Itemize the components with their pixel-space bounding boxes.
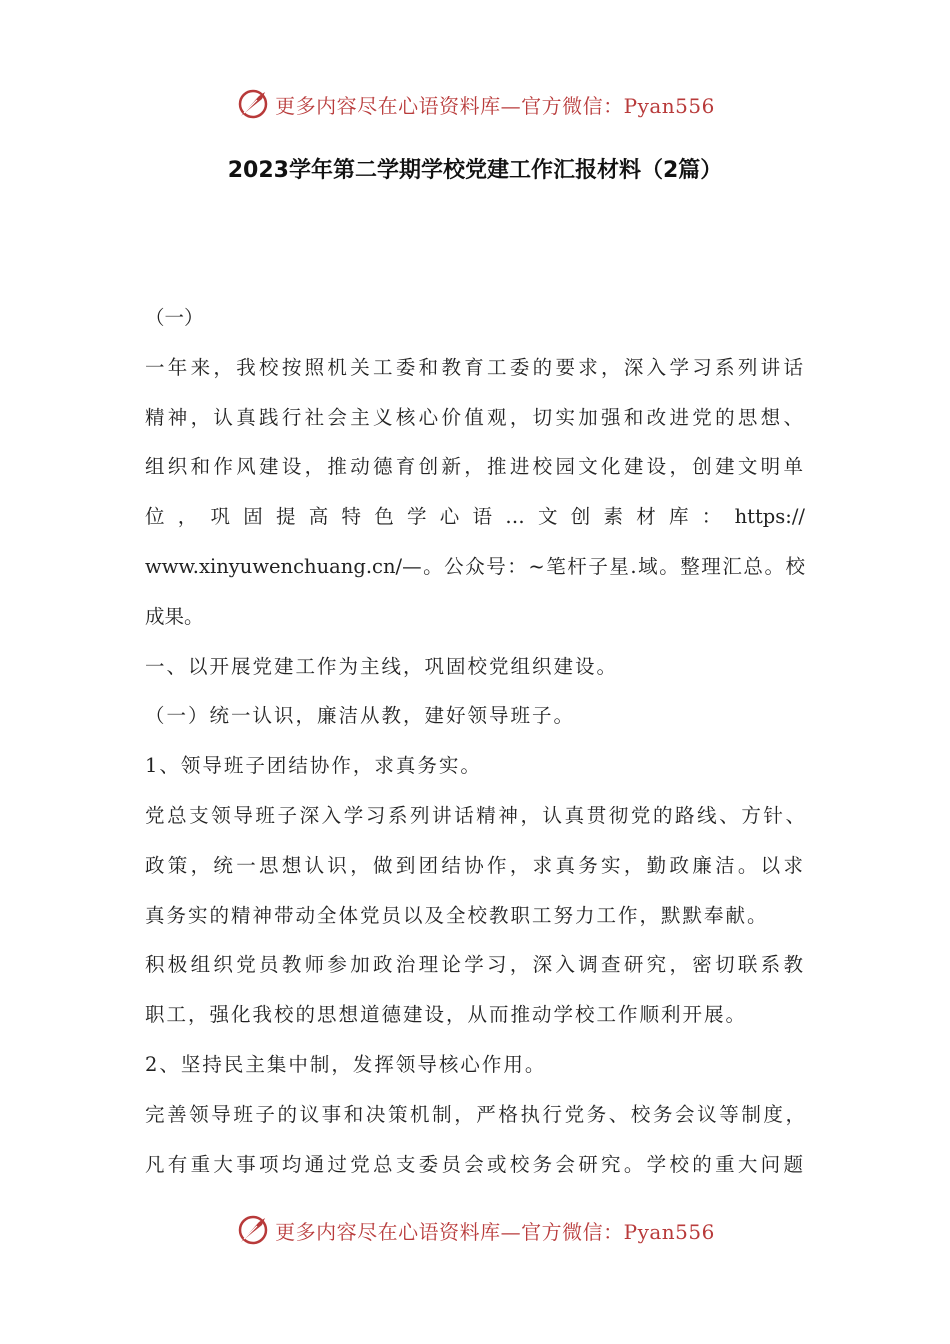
quill-logo-icon bbox=[235, 1212, 271, 1248]
document-body bbox=[145, 300, 805, 1196]
paragraph-line: 位，巩固提高特色学心语…文创素材库：https:// bbox=[145, 505, 805, 529]
paragraph-line: 积极组织党员教师参加政治理论学习，深入调查研究，密切联系教 bbox=[145, 953, 805, 977]
header-banner-text: 更多内容尽在心语资料库—官方微信：Pyan556 bbox=[275, 93, 715, 118]
item-heading: 1、领导班子团结协作，求真务实。 bbox=[145, 754, 482, 778]
paragraph-line: 一年来，我校按照机关工委和教育工委的要求，深入学习系列讲话 bbox=[145, 355, 805, 379]
section-heading: 一、以开展党建工作为主线，巩固校党组织建设。 bbox=[145, 654, 619, 678]
paragraph-line: 精神，认真践行社会主义核心价值观，切实加强和改进党的思想、 bbox=[145, 405, 805, 429]
footer-banner-text: 更多内容尽在心语资料库—官方微信：Pyan556 bbox=[275, 1219, 715, 1244]
paragraph-line: 凡有重大事项均通过党总支委员会或校务会研究。学校的重大问题 bbox=[145, 1152, 805, 1176]
subsection-heading: （一）统一认识，廉洁从教，建好领导班子。 bbox=[145, 704, 576, 728]
item-heading: 2、坚持民主集中制，发挥领导核心作用。 bbox=[145, 1052, 547, 1076]
paragraph-line: 党总支领导班子深入学习系列讲话精神，认真贯彻党的路线、方针、 bbox=[145, 803, 805, 827]
quill-logo-icon bbox=[235, 86, 271, 122]
paragraph-line: 政策，统一思想认识，做到团结协作，求真务实，勤政廉洁。以求 bbox=[145, 853, 805, 877]
paragraph-line: 真务实的精神带动全体党员以及全校教职工努力工作，默默奉献。 bbox=[145, 903, 769, 927]
paragraph-line: 完善领导班子的议事和决策机制，严格执行党务、校务会议等制度， bbox=[145, 1102, 805, 1126]
header-watermark-banner bbox=[0, 82, 950, 126]
paragraph-line: 职工，强化我校的思想道德建设，从而推动学校工作顺利开展。 bbox=[145, 1003, 748, 1027]
document-title: 2023学年第二学期学校党建工作汇报材料（2篇） bbox=[227, 158, 723, 183]
paragraph-line: 成果。 bbox=[145, 604, 204, 628]
footer-watermark-banner bbox=[0, 1208, 950, 1252]
paragraph-line: （一） bbox=[145, 306, 204, 329]
paragraph-line: www.xinyuwenchuang.cn/—。公众号：~笔杆子星.域。整理汇总。校 bbox=[145, 554, 805, 578]
paragraph-line: 组织和作风建设，推动德育创新，推进校园文化建设，创建文明单 bbox=[145, 455, 805, 479]
